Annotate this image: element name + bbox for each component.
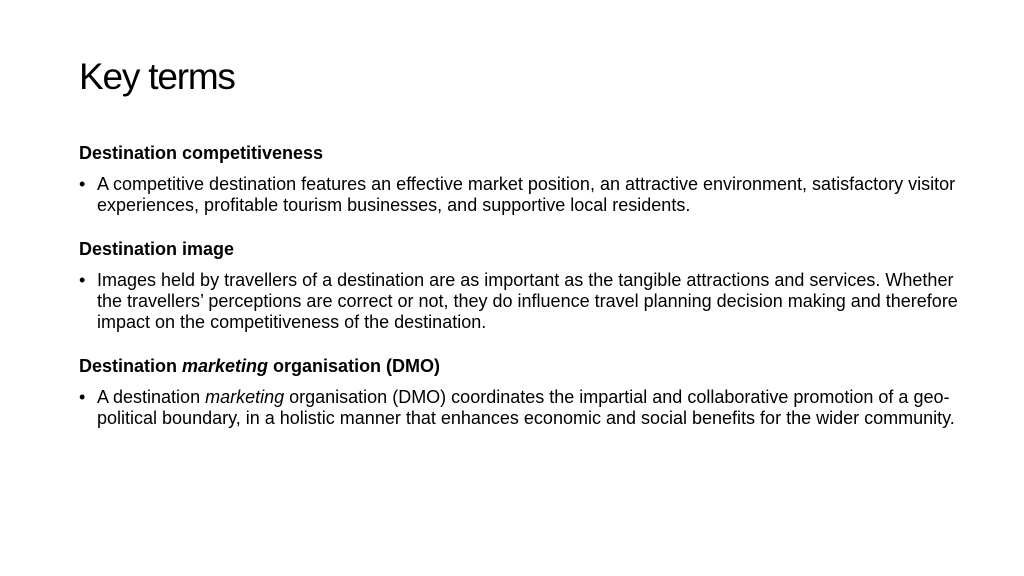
term-heading (79, 355, 959, 377)
term-definition: Images held by travellers of a destination are as important as the tangible attractions and services. Whether the travellers’ perceptions are correct or not, they do influence travel planning decision making and therefore impact on the competitiveness of the destination. (97, 270, 958, 332)
bullet-icon: • (79, 387, 86, 407)
term-heading: Destination competitiveness (79, 143, 324, 163)
heading-suffix: organisation (DMO) (268, 356, 441, 376)
term-destination-competitiveness (79, 142, 959, 216)
bullet-icon: • (79, 270, 86, 290)
term-definition (97, 387, 959, 429)
heading-prefix: Destination (79, 356, 183, 376)
definition-suffix: organisation (DMO) coordinates the impartial and collaborative promotion of a geo-political boundary, in a holistic manner that enhances economic and social benefits for the wider community. (97, 387, 955, 428)
heading-emphasis: marketing (182, 356, 269, 376)
bullet-item (79, 270, 959, 333)
definition-prefix: A destination (97, 387, 206, 407)
term-heading: Destination image (79, 239, 235, 259)
slide-content (79, 142, 959, 451)
term-dmo (79, 355, 959, 429)
term-definition: A competitive destination features an effective market position, an attractive environment, satisfactory visitor experiences, profitable tourism businesses, and supportive local residents. (97, 174, 956, 215)
bullet-icon: • (79, 174, 86, 194)
term-destination-image (79, 238, 959, 333)
bullet-item (79, 387, 959, 429)
definition-emphasis: marketing (205, 387, 285, 407)
bullet-item (79, 174, 959, 216)
slide-title: Key terms (79, 56, 235, 97)
